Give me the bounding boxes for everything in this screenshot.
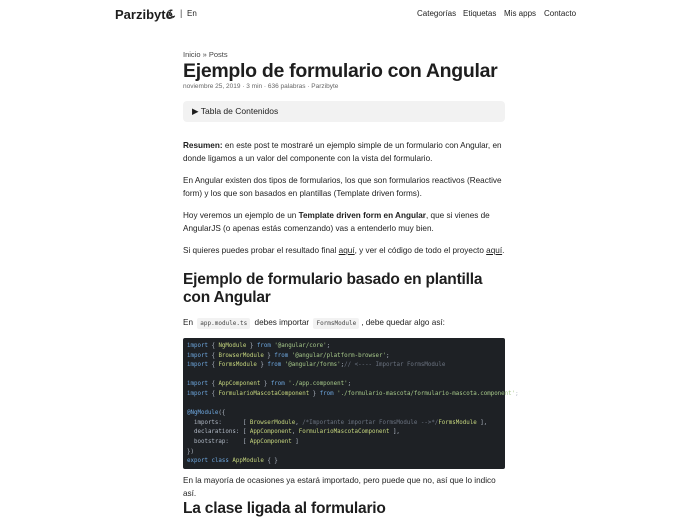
moon-icon[interactable] xyxy=(166,9,176,19)
summary-label: Resumen: xyxy=(183,141,223,150)
code-block xyxy=(183,338,519,469)
breadcrumb xyxy=(183,50,228,59)
site-logo[interactable]: Parzibyte xyxy=(115,7,173,22)
nav-contacto[interactable]: Contacto xyxy=(544,9,577,18)
table-of-contents-toggle[interactable]: ▶ Tabla de Contenidos xyxy=(183,101,505,122)
code-line xyxy=(187,371,501,381)
demo-link[interactable]: aquí xyxy=(338,246,355,255)
breadcrumb-posts[interactable]: Posts xyxy=(208,50,228,59)
paragraph-links xyxy=(183,244,505,257)
section-heading-2: La clase ligada al formulario xyxy=(183,500,386,517)
site-header xyxy=(0,0,688,28)
page-title: Ejemplo de formulario con Angular xyxy=(183,60,498,82)
section-heading-1: Ejemplo de formulario basado en plantilla con Angular xyxy=(183,271,483,306)
code-line: imports: [ BrowserModule, /*Importante importar FormsModule -->*/FormsModule ], xyxy=(187,419,488,426)
inline-code-forms-module: FormsModule xyxy=(313,318,359,329)
code-line: export class AppModule { } xyxy=(187,458,278,465)
para4-text-c: . xyxy=(502,246,505,255)
inline-code-app-module: app.module.ts xyxy=(197,318,250,329)
code-line: declarations: [ AppComponent, FormularioMascotaComponent ], xyxy=(187,429,400,436)
para5-text-b: debes importar xyxy=(254,318,310,327)
code-line: }) xyxy=(187,448,194,455)
language-switch[interactable]: En xyxy=(187,9,197,18)
paragraph-template-driven xyxy=(183,209,505,235)
code-line: bootstrap: [ AppComponent ] xyxy=(187,438,299,445)
para4-text-b: , y ver el código de todo el proyecto xyxy=(354,246,487,255)
paragraph-note: En la mayoría de ocasiones ya estará importado, pero puede que no, así que lo indico así. xyxy=(183,476,496,498)
paragraph-module-import xyxy=(183,316,505,330)
code-line: import { FormularioMascotaComponent } from './formulario-mascota/formulario-mascota.component'; xyxy=(187,390,519,397)
summary-paragraph xyxy=(183,139,505,165)
summary-text: en este post te mostraré un ejemplo simple de un formulario con Angular, en donde ligamos a un valor del componente con la vista del formulario. xyxy=(183,141,502,163)
code-line xyxy=(187,400,501,410)
para3-bold: Template driven form en Angular xyxy=(298,211,426,220)
para4-text-a: Si quieres puedes probar el resultado final xyxy=(183,246,339,255)
source-link[interactable]: aquí xyxy=(486,246,503,255)
code-line: import { AppComponent } from './app.component'; xyxy=(187,381,352,388)
code-line: @NgModule({ xyxy=(187,410,226,417)
para3-text-a: Hoy veremos un ejemplo de un xyxy=(183,211,299,220)
nav-categorias[interactable]: Categorías xyxy=(417,9,457,18)
para3-text-b: , que si vienes de AngularJS (o apenas estás comenzando) vas a entenderlo muy bien. xyxy=(183,211,490,233)
breadcrumb-separator: » xyxy=(202,50,207,59)
code-line: import { FormsModule } from '@angular/forms';// <---- Importar FormsModule xyxy=(187,362,446,369)
nav-etiquetas[interactable]: Etiquetas xyxy=(463,9,497,18)
paragraph-form-types: En Angular existen dos tipos de formularios, los que son formularios reactivos (Reactive form) y los que son basados en plantillas (Template driven forms). xyxy=(183,176,502,198)
post-meta: noviembre 25, 2019 · 3 min · 636 palabras · Parzibyte xyxy=(183,83,339,90)
para5-text-c: , debe quedar algo así: xyxy=(361,318,445,327)
breadcrumb-home[interactable]: Inicio xyxy=(183,50,201,59)
code-line: import { BrowserModule } from '@angular/platform-browser'; xyxy=(187,352,390,359)
nav-mis-apps[interactable]: Mis apps xyxy=(504,9,537,18)
code-line: import { NgModule } from '@angular/core'; xyxy=(187,343,331,349)
para5-text-a: En xyxy=(183,318,194,327)
header-separator: | xyxy=(180,8,183,18)
